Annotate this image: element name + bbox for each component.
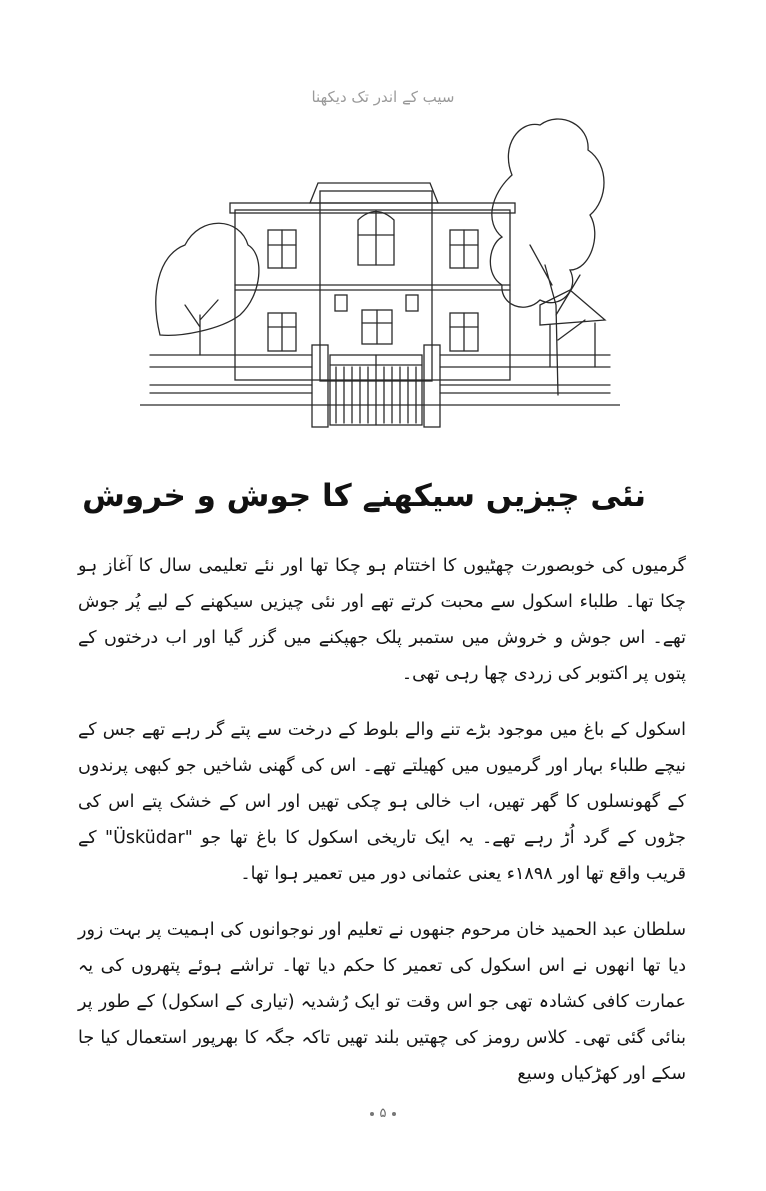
page-footer (0, 1106, 766, 1121)
paragraph-2: اسکول کے باغ میں موجود بڑے تنے والے بلوط کے درخت سے پتے گر رہے تھے جس کے نیچے طلباء بہار اور گرمیوں میں کھیلتے تھے۔ اس کی گھنی شاخیں جو کبھی پرندوں کے گھونسلوں کا گھر تھیں، اب خالی ہو چکی تھیں اور اس کے خشک پتے اس کی جڑوں کے گرد اُڑ رہے تھے۔ یہ ایک تاریخی اسکول کا باغ تھا جو "Üsküdar" کے قریب واقع تھا اور ۱۸۹۸ء یعنی عثمانی دور میں تعمیر ہوا تھا۔ (78, 720, 687, 884)
folio-dot-right (392, 1112, 396, 1116)
folio-dot-left (370, 1112, 374, 1116)
body-text (78, 548, 686, 1112)
page-number: ۵ (379, 1106, 387, 1121)
paragraph-1: گرمیوں کی خوبصورت چھٹیوں کا اختتام ہو چکا تھا اور نئے تعلیمی سال کا آغاز ہو چکا تھا۔ طلباء اسکول سے محبت کرتے تھے اور نئی چیزیں سیکھنے کے لیے پُر جوش تھے۔ اس جوش و خروش میں ستمبر پلک جھپکنے میں گزر گیا اور اب درختوں کے پتوں پر اکتوبر کی زردی چھا رہی تھی۔ (78, 556, 686, 684)
school-building-illustration (140, 105, 620, 435)
running-head: سیب کے اندر تک دیکھنا (311, 88, 455, 106)
chapter-title: نئی چیزیں سیکھنے کا جوش و خروش (82, 478, 646, 514)
paragraph-3: سلطان عبد الحمید خان مرحوم جنھوں نے تعلیم اور نوجوانوں کی اہمیت پر بہت زور دیا تھا انھوں نے اس اسکول کی تعمیر کا حکم دیا تھا۔ تراشے ہوئے پتھروں کی یہ عمارت کافی کشادہ تھی جو اس وقت تو ایک رُشدیہ (تیاری کے اسکول) کے طور پر بنائی گئی تھی۔ کلاس رومز کی چھتیں بلند تھیں تاکہ جگہ کا بھرپور استعمال کیا جا سکے اور کھڑکیاں وسیع (78, 920, 686, 1084)
